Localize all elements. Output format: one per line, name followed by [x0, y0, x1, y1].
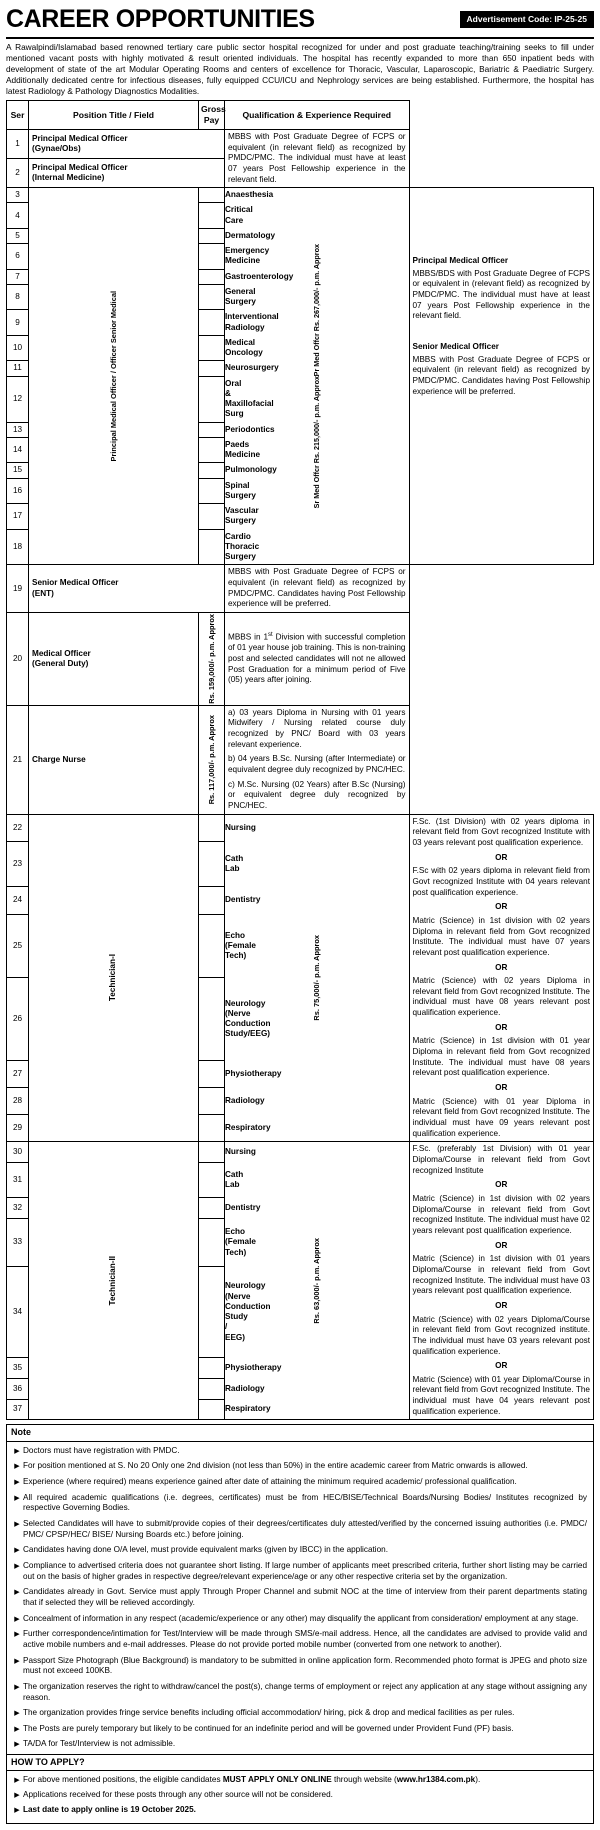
gross-pay-value: Rs. 117,000/- p.m. Approx — [206, 715, 216, 805]
how-to-apply-heading: HOW TO APPLY? — [6, 1755, 594, 1771]
cell-position: Echo (Female Tech) — [199, 1218, 225, 1267]
cell-position: Physiotherapy — [199, 1060, 225, 1087]
cell-ser: 23 — [7, 841, 29, 887]
cell-ser: 15 — [7, 463, 29, 478]
qual-text-post: Division with successful completion of 01 year house job training. This is non-training post and selected candidates will not ne allowed Post Graduation for a minimum period of Five (05) years after joining. — [228, 632, 406, 685]
note-list-item — [11, 1587, 587, 1608]
bullet-icon: ▶ — [14, 1520, 20, 1528]
cell-position: General Surgery — [199, 284, 225, 310]
header-qualification: Qualification & Experience Required — [225, 101, 410, 129]
cell-ser: 9 — [7, 310, 29, 336]
bullet-icon: ▶ — [14, 1741, 20, 1749]
cell-ser: 4 — [7, 203, 29, 229]
bullet-icon: ▶ — [14, 1589, 20, 1597]
bullet-icon: ▶ — [14, 1463, 20, 1471]
qual-block: F.Sc. (1st Division) with 02 years diploma in relevant field from Govt recognized Institute with 03 years relevant post qualification experience. — [412, 816, 590, 847]
position-subtitle: (Internal Medicine) — [32, 173, 105, 183]
or-separator: OR — [495, 852, 508, 862]
qual-text-smo: MBBS with Post Graduate Degree of FCPS or equivalent (in relevant field) as recognized by PMDC/PMC. Candidates having Post Fellowship experience will be preferred. — [412, 354, 590, 396]
group-label-cell — [29, 1142, 199, 1420]
note-text: Passport Size Photograph (Blue Background) is mandatory to be submitted in online application form. Recommended photo format is JPEG and photo size must not exceed 100KB. — [23, 1655, 587, 1676]
cell-position: Nursing — [199, 1142, 225, 1163]
note-text: Concealment of information in any respect (academic/experience or any other) may disqualify the applicant from consideration/ employment at any stage. — [23, 1613, 579, 1623]
cell-ser: 16 — [7, 478, 29, 504]
cell-position — [29, 565, 225, 613]
cell-position: Radiology — [199, 1378, 225, 1399]
cell-position: Spinal Surgery — [199, 478, 225, 504]
cell-ser: 34 — [7, 1267, 29, 1358]
how-to-apply-text: Applications received for these posts through any other source will not be considered. — [23, 1790, 333, 1800]
or-separator: OR — [495, 1240, 508, 1250]
qual-subhead-smo: Senior Medical Officer — [412, 342, 499, 352]
cell-gross-pay — [225, 814, 410, 1142]
cell-position: Medical Oncology — [199, 335, 225, 361]
cell-ser: 5 — [7, 228, 29, 243]
cell-position: Dentistry — [199, 887, 225, 914]
how-to-apply-section — [6, 1771, 594, 1824]
vacancies-table — [6, 100, 594, 1420]
note-list-item — [11, 1656, 587, 1677]
bullet-icon: ▶ — [14, 1547, 20, 1555]
note-text: Candidates having done O/A level, must provide equivalent marks (given by IBCC) in the application. — [23, 1545, 388, 1555]
cell-position: Periodontics — [199, 422, 225, 437]
cell-qualification-middle — [409, 188, 594, 565]
cell-ser: 10 — [7, 335, 29, 361]
qual-text-pmo: MBBS/BDS with Post Graduate Degree of FCPS or equivalent in (relevant field) as recognized by PMDC/PMC. The individual must have at least 07 years Post Fellowship experience in the relevant field. — [412, 268, 590, 321]
cell-ser: 32 — [7, 1197, 29, 1218]
cell-position: Echo (Female Tech) — [199, 914, 225, 978]
cell-gross-pay — [199, 705, 225, 814]
note-list-item — [11, 1477, 587, 1488]
table-row — [7, 565, 594, 613]
note-list-item — [11, 1682, 587, 1703]
how-to-apply-item — [11, 1805, 587, 1816]
cell-ser: 25 — [7, 914, 29, 978]
qual-item: a) 03 years Diploma in Nursing with 01 years Midwifery / Nursing related course duly recognized by PNC/ Board with 03 years relevant experience. — [228, 707, 406, 749]
note-text: Experience (where required) means experience gained after date of attaining the minimum required academic/ professional qualification. — [23, 1477, 517, 1486]
note-list-item — [11, 1493, 587, 1514]
note-text: The Posts are purely temporary but likely to be continued for an indefinite period and will be governed under Provident Fund (PF) basis. — [23, 1723, 514, 1733]
or-separator: OR — [495, 1022, 508, 1032]
cell-position: Critical Care — [199, 203, 225, 229]
gross-pay-value: Rs. 63,000/- p.m. Approx — [312, 1238, 322, 1324]
how-to-apply-item — [11, 1790, 587, 1801]
cell-position — [29, 705, 199, 814]
note-list-item — [11, 1629, 587, 1650]
cell-ser: 33 — [7, 1218, 29, 1267]
cell-position: Dermatology — [199, 228, 225, 243]
cell-ser: 28 — [7, 1087, 29, 1114]
qual-block: Matric (Science) in 1st division with 02 years Diploma in relevant field from Govt recognized Institute. The individual must have 07 years relevant post qualification experience. — [412, 915, 590, 957]
qual-block: Matric (Science) in 1st division with 02 years Diploma/Course in relevant field from Govt recognized Institute. The individual must have 02 years relevant post qualification experience. — [412, 1193, 590, 1235]
cell-position: Interventional Radiology — [199, 310, 225, 336]
position-subtitle: (General Duty) — [32, 658, 89, 668]
qual-subhead-pmo: Principal Medical Officer — [412, 256, 509, 266]
note-text: The organization provides fringe service benefits including official accommodation/ hiring, pick & drop and medical facilities as per rules. — [23, 1708, 515, 1718]
cell-ser: 31 — [7, 1163, 29, 1198]
advertisement-code-badge: Advertisement Code: IP-25-25 — [460, 11, 594, 28]
gross-pay-value: Rs. 75,000/- p.m. Approx — [312, 935, 322, 1021]
bullet-icon: ▶ — [14, 1657, 20, 1665]
group-label-technician-2: Technician-II — [108, 1256, 118, 1306]
cell-ser: 12 — [7, 376, 29, 422]
qual-block: F.Sc. (preferably 1st Division) with 01 year Diploma/Course in relevant field from Govt recognized Institute — [412, 1144, 590, 1175]
cell-ser: 6 — [7, 244, 29, 270]
or-separator: OR — [495, 902, 508, 912]
cell-position — [29, 129, 225, 158]
note-section — [6, 1441, 594, 1755]
cell-ser: 3 — [7, 188, 29, 203]
qual-block: Matric (Science) with 01 year Diploma in relevant field from Govt recognized Institute. The individual must have 09 years relevant post qualification experience. — [412, 1096, 590, 1138]
table-row — [7, 188, 594, 203]
cell-ser: 11 — [7, 361, 29, 376]
gross-pay-value: Rs. 159,000/- p.m. Approx — [206, 614, 216, 704]
note-list-item — [11, 1461, 587, 1472]
cell-position: Dentistry — [199, 1197, 225, 1218]
bullet-icon: ▶ — [14, 1725, 20, 1733]
table-row — [7, 814, 594, 841]
group-label-cell — [29, 188, 199, 565]
page-header — [6, 4, 594, 39]
position-title: Principal Medical Officer — [32, 162, 128, 172]
group-label-cell — [29, 814, 199, 1142]
cell-position: Neurology (Nerve Conduction Study/EEG) — [199, 978, 225, 1060]
note-list-item — [11, 1708, 587, 1719]
cell-qualification — [225, 705, 410, 814]
cell-qualification — [409, 814, 594, 1142]
cell-position — [29, 613, 199, 706]
how-to-apply-text: For above mentioned positions, the eligible candidates MUST APPLY ONLY ONLINE through website (www.hr1384.com.pk). — [23, 1775, 481, 1785]
or-separator: OR — [495, 1083, 508, 1093]
cell-ser: 2 — [7, 159, 29, 188]
cell-position: Radiology — [199, 1087, 225, 1114]
table-row — [7, 613, 594, 706]
cell-qualification: MBBS with Post Graduate Degree of FCPS or equivalent (in relevant field) as recognized by PMDC/PMC. Candidates having Post Fellowship experience will be preferred. — [225, 565, 410, 613]
bullet-icon: ▶ — [14, 1562, 20, 1570]
bullet-icon: ▶ — [14, 1615, 20, 1623]
qual-block: Matric (Science) with 02 years Diploma/Course in relevant field from Govt recognized institute. The individual must have 03 years relevant post qualification experience. — [412, 1314, 590, 1356]
qual-block: Matric (Science) with 01 year Diploma/Course in relevant field from Govt recognized Institute. The individual must have 04 years relevant post qualification experience. — [412, 1374, 590, 1416]
bullet-icon: ▶ — [14, 1710, 20, 1718]
bullet-icon: ▶ — [14, 1631, 20, 1639]
or-separator: OR — [495, 1361, 508, 1371]
intro-paragraph: A Rawalpindi/Islamabad based renowned tertiary care public sector hospital recognized for under and post graduate teaching/training seeks to fill under mentioned vacant posts with highly motivated & result oriented individuals. The hospital has recently expanded to more than 650 inpatient beds with development of state of the art Modular Operating Rooms and centers of excellence for Thoracic, Vascular, Laparoscopic, Bariatric & Paediatric Surgery. Additionally dedicated centre for infectious diseases, fully equipped CCU/ICU and Nephrology services are being established. Furthermore, the hospital has latest Radiology & Pathology Diagnostics Modalities. — [6, 42, 594, 97]
position-subtitle: (Gynae/Obs) — [32, 143, 81, 153]
or-separator: OR — [495, 1300, 508, 1310]
cell-ser: 13 — [7, 422, 29, 437]
cell-position: Nursing — [199, 814, 225, 841]
cell-ser: 26 — [7, 978, 29, 1060]
note-text: Doctors must have registration with PMDC. — [23, 1445, 180, 1455]
note-list-item — [11, 1724, 587, 1735]
position-title: Medical Officer — [32, 648, 91, 658]
cell-position: Gastroenterology — [199, 269, 225, 284]
note-text: For position mentioned at S. No 20 Only one 2nd division (not less than 50%) in the entire academic career from Matric onwards is allowed. — [23, 1461, 528, 1471]
cell-position: Physiotherapy — [199, 1358, 225, 1379]
note-text: Candidates already in Govt. Service must apply Through Proper Channel and submit NOC at the time of interview from their parent departments stating that if selected they will be relieved accordingly. — [23, 1587, 587, 1607]
table-header-row — [7, 101, 594, 129]
qual-sup: st — [268, 631, 273, 638]
note-text: TA/DA for Test/Interview is not admissible. — [23, 1739, 176, 1749]
or-separator: OR — [495, 1180, 508, 1190]
cell-gross-pay — [199, 613, 225, 706]
bullet-icon: ▶ — [14, 1494, 20, 1502]
qual-block: Matric (Science) in 1st division with 01 years Diploma/Course in relevant field from Govt recognized Institute. The individual must have 03 years relevant post qualification experience. — [412, 1254, 590, 1296]
cell-position: Cardio Thoracic Surgery — [199, 529, 225, 565]
cell-ser: 37 — [7, 1399, 29, 1420]
cell-position: Paeds Medicine — [199, 437, 225, 463]
cell-position: Emergency Medicine — [199, 244, 225, 270]
gross-pay-senior: Sr Med Offcr Rs. 215,000/- p.m. Approx — [312, 376, 322, 509]
how-to-apply-item — [11, 1775, 587, 1786]
header-ser: Ser — [7, 101, 29, 129]
cell-ser: 35 — [7, 1358, 29, 1379]
bullet-icon: ▶ — [14, 1479, 20, 1486]
qual-item: b) 04 years B.Sc. Nursing (after Intermediate) or equivalent degree duly recognized by PNC/HEC. — [228, 754, 406, 774]
application-website-link[interactable]: www.hr1384.com.pk — [396, 1775, 476, 1785]
cell-qualification — [409, 1142, 594, 1420]
cell-position — [29, 159, 225, 188]
cell-ser: 7 — [7, 269, 29, 284]
note-list-item — [11, 1545, 587, 1556]
bullet-icon: ▶ — [14, 1683, 20, 1691]
position-subtitle: (ENT) — [32, 588, 54, 598]
cell-ser: 36 — [7, 1378, 29, 1399]
cell-position: Anaesthesia — [199, 188, 225, 203]
page-title: CAREER OPPORTUNITIES — [6, 5, 315, 33]
cell-position: Respiratory — [199, 1115, 225, 1142]
note-text: The organization reserves the right to withdraw/cancel the post(s), change terms of employment or reject any application at any stage without assigning any reason. — [23, 1681, 587, 1702]
note-text: Selected Candidates will have to submit/provide copies of their degrees/certificates duly attested/verified by the concerned issuing authorities (i.e. PMDC/ PMC/ CPSP/HEC/ BISE/ Nursing Boards etc.) before joining. — [23, 1518, 587, 1539]
note-heading: Note — [6, 1424, 594, 1440]
qual-block: Matric (Science) in 1st division with 01 year Diploma in relevant field from Govt recognized Institute. The individual must have 08 years relevant post qualification experience. — [412, 1036, 590, 1078]
cell-position: Pulmonology — [199, 463, 225, 478]
bullet-icon: ▶ — [14, 1777, 20, 1785]
gross-pay-principal: Pr Med Offcr Rs. 267,000/- p.m. Approx — [312, 243, 322, 377]
table-row — [7, 705, 594, 814]
note-text: Compliance to advertised criteria does not guarantee short listing. If large number of applicants meet prescribed criteria, further short listing may be carried out on the basis of higher grades in respective degree/relevant experience/age or any other respective criteria set by the organization. — [23, 1560, 587, 1581]
cell-ser: 27 — [7, 1060, 29, 1087]
cell-position: Oral & Maxillofacial Surg — [199, 376, 225, 422]
qual-text-pre: MBBS in 1 — [228, 632, 269, 642]
qual-block: Matric (Science) with 02 years Diploma in relevant field from Govt recognized Institute. The individual must have 08 years relevant post qualification experience. — [412, 976, 590, 1018]
group-label: Principal Medical Officer / Officer Senior Medical — [108, 291, 118, 462]
cell-ser: 14 — [7, 437, 29, 463]
position-title: Principal Medical Officer — [32, 133, 128, 143]
cell-ser: 30 — [7, 1142, 29, 1163]
cell-ser: 1 — [7, 129, 29, 158]
note-list-item — [11, 1561, 587, 1582]
note-text: Further correspondence/intimation for Test/Interview will be made through SMS/e-mail address. Hence, all the candidates are advised to provide valid and active mobile numbers and e-mail addresses. Please do not provide ported mobile number (converted from one network to another). — [23, 1629, 587, 1649]
note-list-item — [11, 1739, 587, 1750]
qual-block: F.Sc with 02 years diploma in relevant field from Govt recognized Institute with 04 years relevant post qualification experience. — [412, 866, 590, 897]
note-list-item — [11, 1614, 587, 1625]
table-row — [7, 1142, 594, 1163]
bullet-icon: ▶ — [14, 1447, 20, 1455]
qual-item: c) M.Sc. Nursing (02 Years) after B.Sc (Nursing) or equivalent degree duly recognized by PNC/HEC. — [228, 779, 406, 810]
cell-position: Cath Lab — [199, 1163, 225, 1198]
cell-ser: 19 — [7, 565, 29, 613]
cell-ser: 18 — [7, 529, 29, 565]
position-title: Charge Nurse — [32, 754, 86, 764]
header-position: Position Title / Field — [29, 101, 199, 129]
cell-ser: 20 — [7, 613, 29, 706]
note-list-item — [11, 1519, 587, 1540]
cell-position: Neurology (Nerve Conduction Study / EEG) — [199, 1267, 225, 1358]
application-deadline: Last date to apply online is 19 October 2025. — [23, 1804, 196, 1814]
bullet-icon: ▶ — [14, 1806, 20, 1814]
table-row — [7, 129, 594, 158]
cell-ser: 8 — [7, 284, 29, 310]
or-separator: OR — [495, 962, 508, 972]
cell-position: Cath Lab — [199, 841, 225, 887]
note-text: All required academic qualifications (i.e. degrees, certificates) must be from HEC/BISE/Technical Boards/Nursing Bodies/ Institutes recognized by respective Governing Bodies. — [23, 1492, 587, 1513]
cell-ser: 24 — [7, 887, 29, 914]
header-gross-pay: Gross Pay — [199, 101, 225, 129]
position-title: Senior Medical Officer — [32, 578, 119, 588]
group-label-technician-1: Technician-I — [108, 954, 118, 1002]
cell-position: Vascular Surgery — [199, 504, 225, 530]
cell-qualification-top: MBBS with Post Graduate Degree of FCPS or equivalent (in relevant field) as recognized by PMDC/PMC. The individual must have at least 07 years Post Fellowship experience in the relevant field. — [225, 129, 410, 187]
cell-position: Respiratory — [199, 1399, 225, 1420]
cell-ser: 17 — [7, 504, 29, 530]
bullet-icon: ▶ — [14, 1792, 20, 1800]
note-list-item — [11, 1446, 587, 1457]
cell-ser: 22 — [7, 814, 29, 841]
cell-ser: 29 — [7, 1115, 29, 1142]
cell-qualification — [225, 613, 410, 706]
cell-ser: 21 — [7, 705, 29, 814]
cell-position: Neurosurgery — [199, 361, 225, 376]
